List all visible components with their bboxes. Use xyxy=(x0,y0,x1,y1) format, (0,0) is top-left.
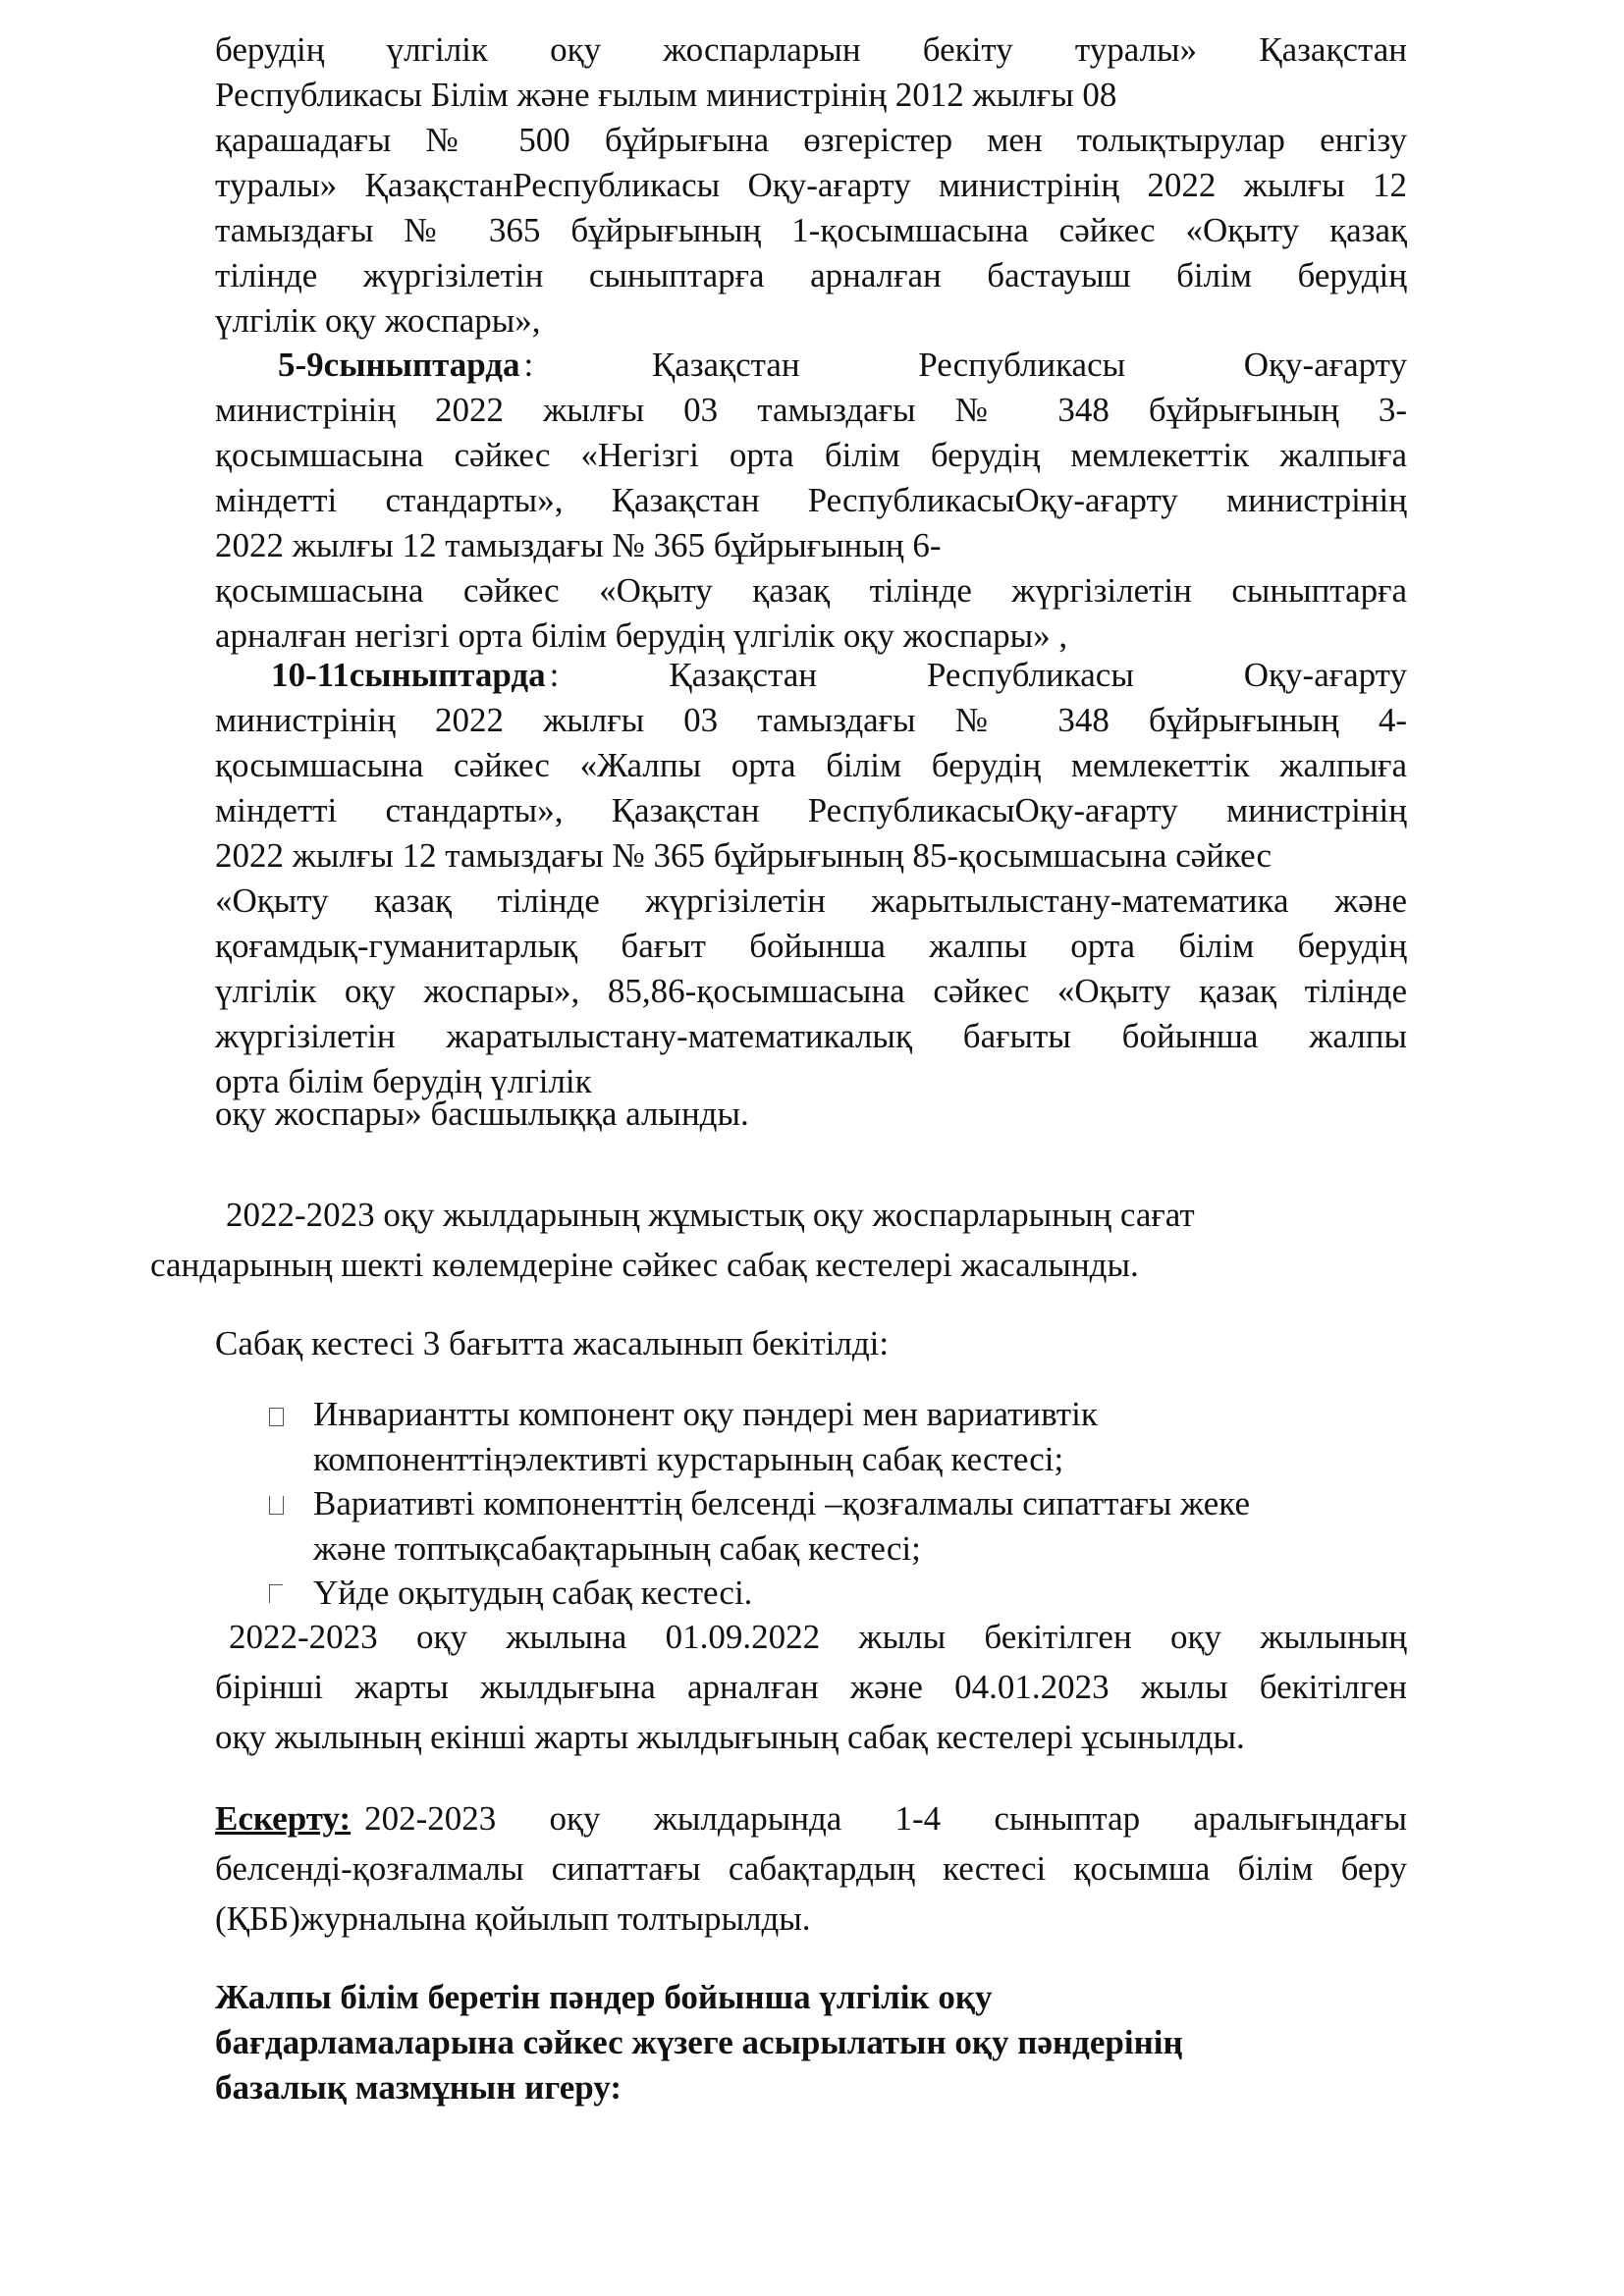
checkbox-bullet-icon xyxy=(269,1584,283,1603)
text-line: міндетті стандарты», Қазақстан РеспубликасыОқу-ағарту министрінің xyxy=(215,481,1407,519)
text-line: 2022-2023 оқу жылына 01.09.2022 жылы бекітілген оқу жылының xyxy=(229,1618,1407,1656)
grade-range: 10-11 xyxy=(271,656,350,694)
grade-range: 5-9 xyxy=(278,346,324,384)
text-line: 202-2023 оқу жылдарында 1-4 сыныптар аралығындағы xyxy=(364,1799,1407,1838)
text-line: министрінің 2022 жылғы 03 тамыздағы № 348 бұйрығының 4- xyxy=(215,701,1407,739)
text-line: қарашадағы № 500 бұйрығына өзгерістер мен толықтырулар енгізу xyxy=(215,121,1407,159)
section-heading: бағдарламаларына сәйкес жүзеге асырылатын оқу пәндерінің xyxy=(215,2023,1183,2061)
text-line: бірінші жарты жылдығына арналған және 04.01.2023 жылы бекітілген xyxy=(215,1668,1407,1706)
text-line: оқу жоспары» басшылыққа алынды. xyxy=(215,1095,749,1133)
text-line: 2022 жылғы 12 тамыздағы № 365 бұйрығының 6- xyxy=(215,526,942,564)
text-line: орта білім берудің үлгілік xyxy=(215,1062,592,1100)
note-line xyxy=(215,1796,1407,1842)
checkbox-bullet-icon xyxy=(269,1496,284,1515)
grades-10-11-line xyxy=(271,653,1407,698)
text-line: : Қазақстан Республикасы Оқу-ағарту xyxy=(549,656,1407,694)
text-line: Сабақ кестесі 3 бағытта жасалынып бекітілді: xyxy=(215,1324,890,1362)
text-line: министрінің 2022 жылғы 03 тамыздағы № 348 бұйрығының 3- xyxy=(215,391,1407,429)
text-line: белсенді-қозғалмалы сипаттағы сабақтардың кестесі қосымша білім беру xyxy=(215,1849,1407,1888)
text-line: 2022 жылғы 12 тамыздағы № 365 бұйрығының 85-қосымшасына сәйкес xyxy=(215,836,1272,875)
text-line: қосымшасына сәйкес «Негізгі орта білім берудің мемлекеттік жалпыға xyxy=(215,436,1407,474)
grade-word: сыныптарда xyxy=(323,346,520,384)
text-line: «Оқыту қазақ тілінде жүргізілетін жарытылыстану-математика және xyxy=(215,881,1407,920)
text-line: : Қазақстан Республикасы Оқу-ағарту xyxy=(523,346,1407,384)
text-line: қосымшасына сәйкес «Оқыту қазақ тілінде жүргізілетін сыныптарға xyxy=(215,571,1407,610)
text-line: жүргізілетін жаратылыстану-математикалық бағыты бойынша жалпы xyxy=(215,1017,1407,1055)
text-line: қоғамдық-гуманитарлық бағыт бойынша жалпы орта білім берудің xyxy=(215,927,1407,965)
text-line: міндетті стандарты», Қазақстан РеспубликасыОқу-ағарту министрінің xyxy=(215,791,1407,829)
section-heading: Жалпы білім беретін пәндер бойынша үлгілік оқу xyxy=(215,1978,993,2016)
text-line: арналған негізгі орта білім берудің үлгілік оқу жоспары» , xyxy=(215,616,1068,655)
list-item: Вариативті компоненттің белсенді –қозғалмалы сипаттағы жеке xyxy=(313,1484,1250,1522)
note-label: Ескерту: xyxy=(215,1799,352,1838)
text-line: (ҚББ)журналына қойылып толтырылды. xyxy=(215,1899,811,1938)
grades-5-9-line xyxy=(278,343,1407,388)
text-line: берудің үлгілік оқу жоспарларын бекіту туралы» Қазақстан xyxy=(215,30,1407,69)
grade-word: сыныптарда xyxy=(349,656,546,694)
text-line: үлгілік оқу жоспары», 85,86-қосымшасына сәйкес «Оқыту қазақ тілінде xyxy=(215,972,1407,1010)
text-line: қосымшасына сәйкес «Жалпы орта білім берудің мемлекеттік жалпыға xyxy=(215,746,1407,784)
checkbox-bullet-icon xyxy=(269,1408,284,1426)
text-line: туралы» ҚазақстанРеспубликасы Оқу-ағарту министрінің 2022 жылғы 12 xyxy=(215,166,1407,204)
list-item: компоненттіңэлективті курстарының сабақ кестесі; xyxy=(313,1440,1064,1478)
text-line: үлгілік оқу жоспары», xyxy=(215,301,541,340)
text-line: сандарының шекті көлемдеріне сәйкес сабақ кестелері жасалынды. xyxy=(150,1246,1139,1284)
text-line: тілінде жүргізілетін сыныптарға арналған бастауыш білім берудің xyxy=(215,256,1407,294)
text-line: оқу жылының екінші жарты жылдығының сабақ кестелері ұсынылды. xyxy=(215,1718,1245,1756)
text-line: тамыздағы № 365 бұйрығының 1-қосымшасына сәйкес «Оқыту қазақ xyxy=(215,211,1407,249)
section-heading: базалық мазмұнын игеру: xyxy=(215,2068,623,2107)
list-item: және топтықсабақтарының сабақ кестесі; xyxy=(313,1529,921,1568)
text-line: Республикасы Білім және ғылым министрінің 2012 жылғы 08 xyxy=(215,76,1117,114)
list-item: Инвариантты компонент оқу пәндері мен вариативтік xyxy=(313,1395,1098,1433)
list-item: Үйде оқытудың сабақ кестесі. xyxy=(313,1574,753,1612)
text-line: 2022-2023 оқу жылдарының жұмыстық оқу жоспарларының сағат xyxy=(226,1196,1195,1234)
